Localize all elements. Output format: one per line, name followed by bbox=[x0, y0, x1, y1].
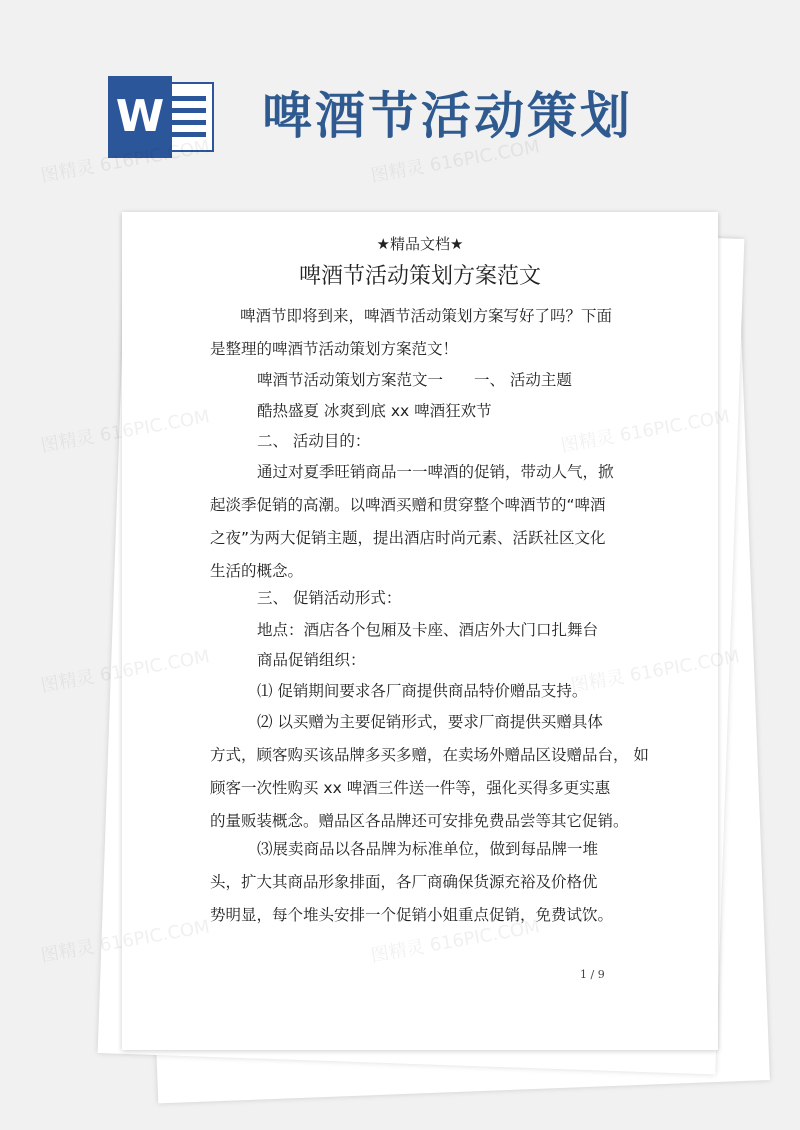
paragraph: 酷热盛夏 冰爽到底 xx 啤酒狂欢节 bbox=[257, 402, 492, 420]
word-logo-letter: W bbox=[108, 76, 172, 158]
watermark-text: 图精灵 616PIC.COM bbox=[369, 136, 542, 187]
paragraph: 啤酒节即将到来，啤酒节活动策划方案写好了吗？下面 是整理的啤酒节活动策划方案范文！ bbox=[210, 307, 613, 358]
watermark-text: 图精灵 616PIC.COM bbox=[39, 136, 212, 187]
document-title: 啤酒节活动策划方案范文 bbox=[298, 264, 541, 289]
paragraph: ⑵ 以买赠为主要促销形式，要求厂商提供买赠具体 方式，顾客购买该品牌多买多赠，在卖场外赠品区设赠品台， 如 顾客一次性购买 xx 啤酒三件送一件等，强化买得多更实惠 的量贩装概念。赠品区各品牌还可安排免费品尝等其它促销。 bbox=[210, 713, 649, 830]
paragraph: 啤酒节活动策划方案范文一 一、 活动主题 bbox=[257, 371, 572, 389]
document-page bbox=[122, 212, 718, 1050]
paragraph: 通过对夏季旺销商品一一啤酒的促销，带动人气，掀 起淡季促销的高潮。以啤酒买赠和贯穿整个啤酒节的“啤酒 之夜”为两大促销主题，提出酒店时尚元素、活跃社区文化 生活的概念。 bbox=[210, 463, 614, 580]
document-label: ★精品文档★ bbox=[376, 235, 464, 253]
page-number: 1 / 9 bbox=[580, 968, 605, 981]
banner bbox=[0, 0, 800, 200]
banner-title: 啤酒节活动策划 bbox=[262, 87, 633, 145]
section-heading: 三、 促销活动形式： bbox=[257, 589, 402, 607]
paragraph: ⑴ 促销期间要求各厂商提供商品特价赠品支持。 bbox=[257, 682, 588, 700]
watermark-text: 图精灵 bbox=[39, 666, 97, 697]
paragraph: 地点：酒店各个包厢及卡座、酒店外大门口扎舞台 bbox=[257, 621, 599, 639]
watermark-text: 图精灵 bbox=[39, 426, 97, 457]
paragraph: 商品促销组织： bbox=[257, 651, 366, 669]
word-logo-icon bbox=[108, 76, 216, 158]
watermark-text: 图精灵 bbox=[39, 936, 97, 967]
section-heading: 二、 活动目的： bbox=[257, 432, 371, 450]
paragraph: ⑶展卖商品以各品牌为标准单位，做到每品牌一堆 头，扩大其商品形象排面，各厂商确保货源充裕及价格优 势明显，每个堆头安排一个促销小姐重点促销，免费试饮。 bbox=[210, 840, 614, 924]
